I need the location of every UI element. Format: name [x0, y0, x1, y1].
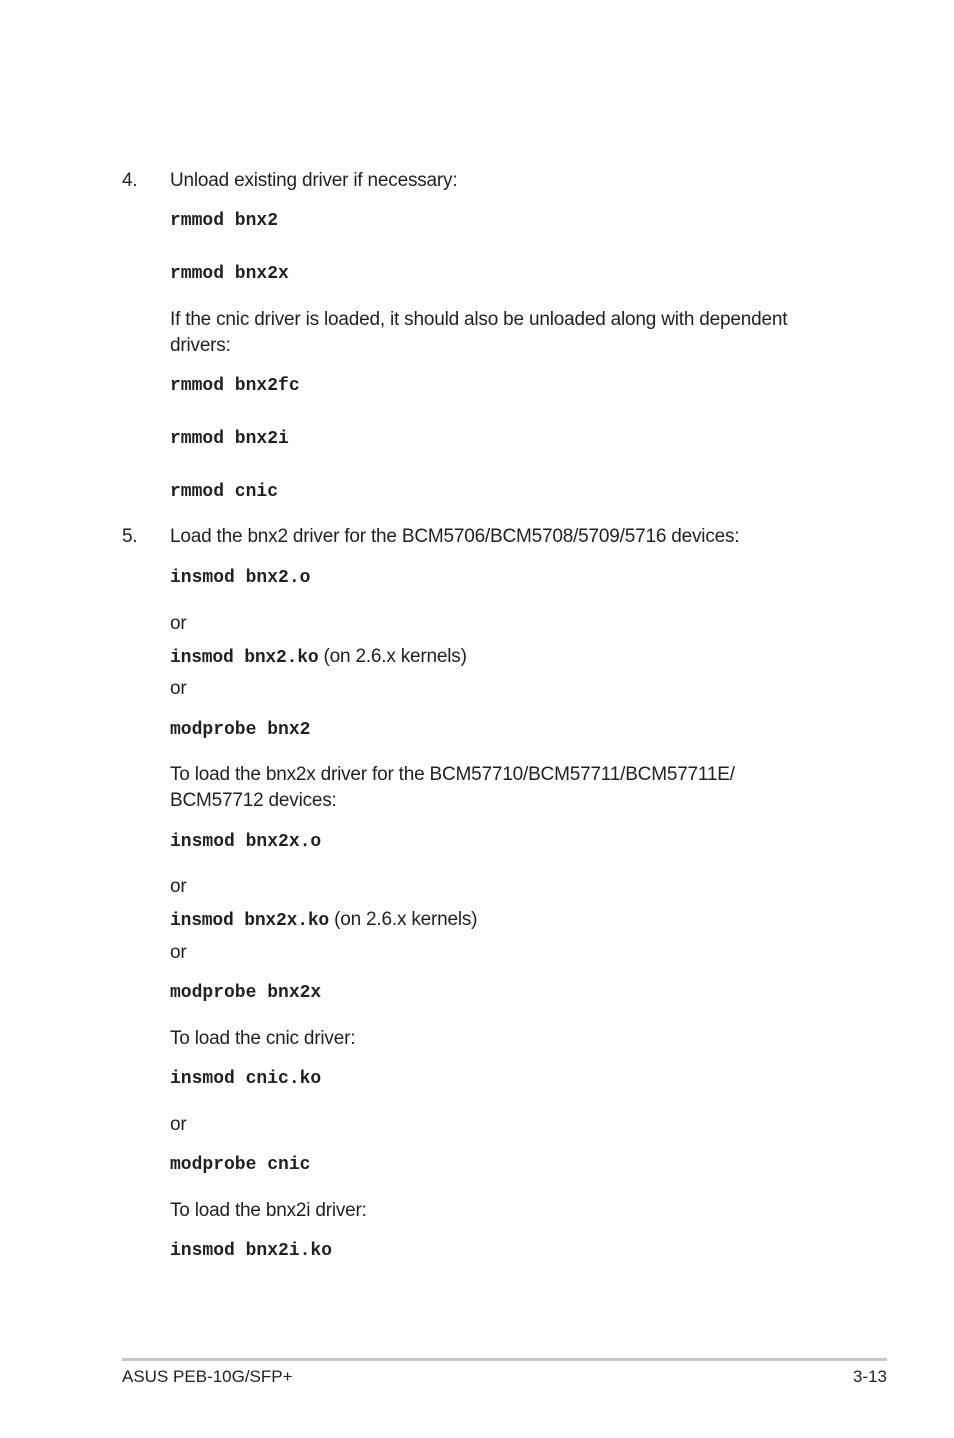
- command-insmod-bnx2i-ko: insmod bnx2i.ko: [170, 1241, 333, 1261]
- command-insmod-bnx2-o: insmod bnx2.o: [170, 568, 311, 588]
- bnx2x-intro-line-2: BCM57712 devices:: [170, 790, 337, 811]
- or-separator: or: [170, 1114, 187, 1135]
- step-4-number: 4.: [122, 170, 138, 191]
- cnic-intro: To load the cnic driver:: [170, 1028, 356, 1049]
- command-insmod-bnx2x-ko: insmod bnx2x.ko: [170, 911, 330, 931]
- bnx2x-intro-line-1: To load the bnx2x driver for the BCM57710/BCM57711/BCM57711E/: [170, 764, 735, 785]
- footer-product-name: ASUS PEB-10G/SFP+: [122, 1367, 293, 1386]
- insmod-bnx2-ko-line: [170, 644, 467, 671]
- footer-divider: [122, 1358, 887, 1361]
- step-4-heading: Unload existing driver if necessary:: [170, 170, 458, 191]
- command-rmmod-bnx2x: rmmod bnx2x: [170, 264, 289, 284]
- cnic-unload-note-line-1: If the cnic driver is loaded, it should also be unloaded along with dependent: [170, 309, 788, 330]
- cnic-unload-note-line-2: drivers:: [170, 335, 231, 356]
- or-separator: or: [170, 613, 187, 634]
- kernel-version-note: (on 2.6.x kernels): [329, 909, 478, 930]
- step-5-heading: Load the bnx2 driver for the BCM5706/BCM5708/5709/5716 devices:: [170, 526, 740, 547]
- command-insmod-bnx2x-o: insmod bnx2x.o: [170, 832, 322, 852]
- insmod-bnx2x-ko-line: [170, 907, 477, 934]
- command-insmod-bnx2-ko: insmod bnx2.ko: [170, 648, 319, 668]
- footer-page-number: 3-13: [852, 1367, 887, 1386]
- or-separator: or: [170, 678, 187, 699]
- command-rmmod-bnx2: rmmod bnx2: [170, 211, 279, 231]
- command-modprobe-bnx2x: modprobe bnx2x: [170, 983, 322, 1003]
- step-5-number: 5.: [122, 526, 138, 547]
- kernel-version-note: (on 2.6.x kernels): [318, 646, 467, 667]
- or-separator: or: [170, 942, 187, 963]
- command-insmod-cnic-ko: insmod cnic.ko: [170, 1069, 322, 1089]
- command-rmmod-bnx2i: rmmod bnx2i: [170, 429, 289, 449]
- command-rmmod-cnic: rmmod cnic: [170, 482, 279, 502]
- command-modprobe-bnx2: modprobe bnx2: [170, 720, 311, 740]
- bnx2i-intro: To load the bnx2i driver:: [170, 1200, 367, 1221]
- or-separator: or: [170, 876, 187, 897]
- command-rmmod-bnx2fc: rmmod bnx2fc: [170, 376, 300, 396]
- command-modprobe-cnic: modprobe cnic: [170, 1155, 311, 1175]
